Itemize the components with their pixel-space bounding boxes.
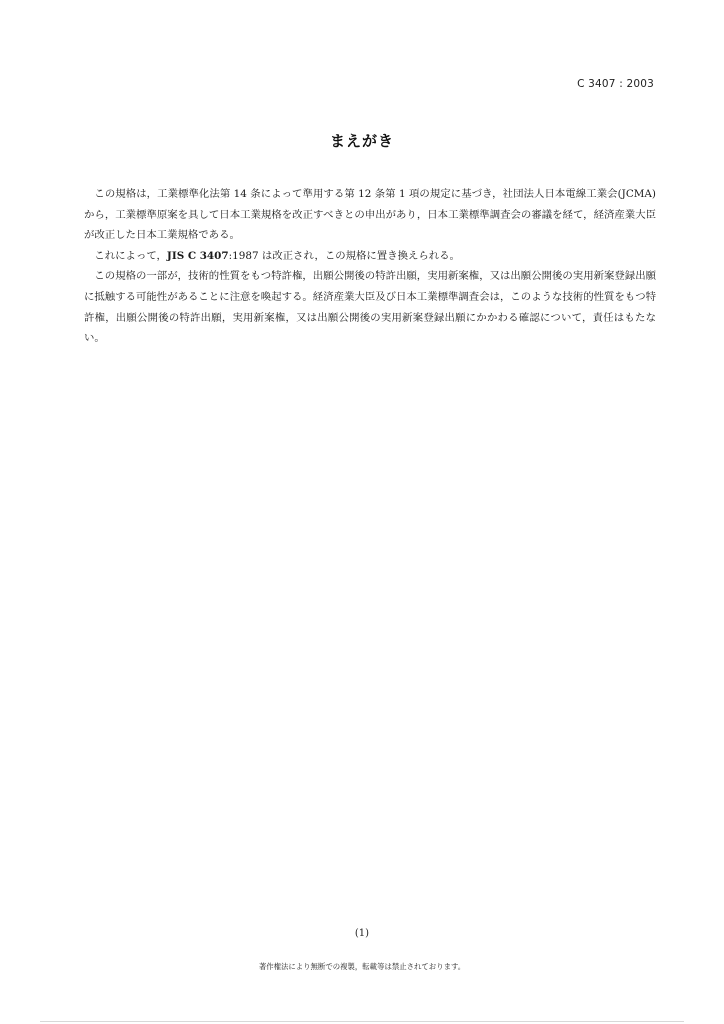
- paragraph-enactment: この規格は，工業標準化法第 14 条によって準用する第 12 条第 1 項の規定に基づき，社団法人日本電線工業会(JCMA)から，工業標準原案を具して日本工業規格を改正すべきとの申出があり，日本工業標準調査会の審議を経て，経済産業大臣が改正した日本工業規格である。: [84, 188, 656, 242]
- replaced-standard-id: JIS C 3407: [166, 249, 229, 262]
- paragraph-replacement: [84, 246, 656, 267]
- page-title: まえがき: [329, 132, 394, 150]
- standard-number: C 3407 : 2003: [577, 78, 654, 90]
- replacement-prefix: これによって，: [94, 249, 167, 262]
- replacement-suffix: :1987 は改正され，この規格に置き換えられる。: [228, 249, 460, 262]
- bottom-divider: [40, 1021, 684, 1022]
- copyright-notice: 著作権法により無断での複製，転載等は禁止されております。: [258, 962, 466, 971]
- paragraph-patent-notice: この規格の一部が，技術的性質をもつ特許権，出願公開後の特許出願，実用新案権，又は出願公開後の実用新案登録出願に抵触する可能性があることに注意を喚起する。経済産業大臣及び日本工業標準調査会は，このような技術的性質をもつ特許権，出願公開後の特許出願，実用新案権，又は出願公開後の実用新案登録出願にかかわる確認について，責任はもたない。: [84, 270, 656, 345]
- document-body: [84, 184, 656, 349]
- page-number: (1): [354, 928, 370, 939]
